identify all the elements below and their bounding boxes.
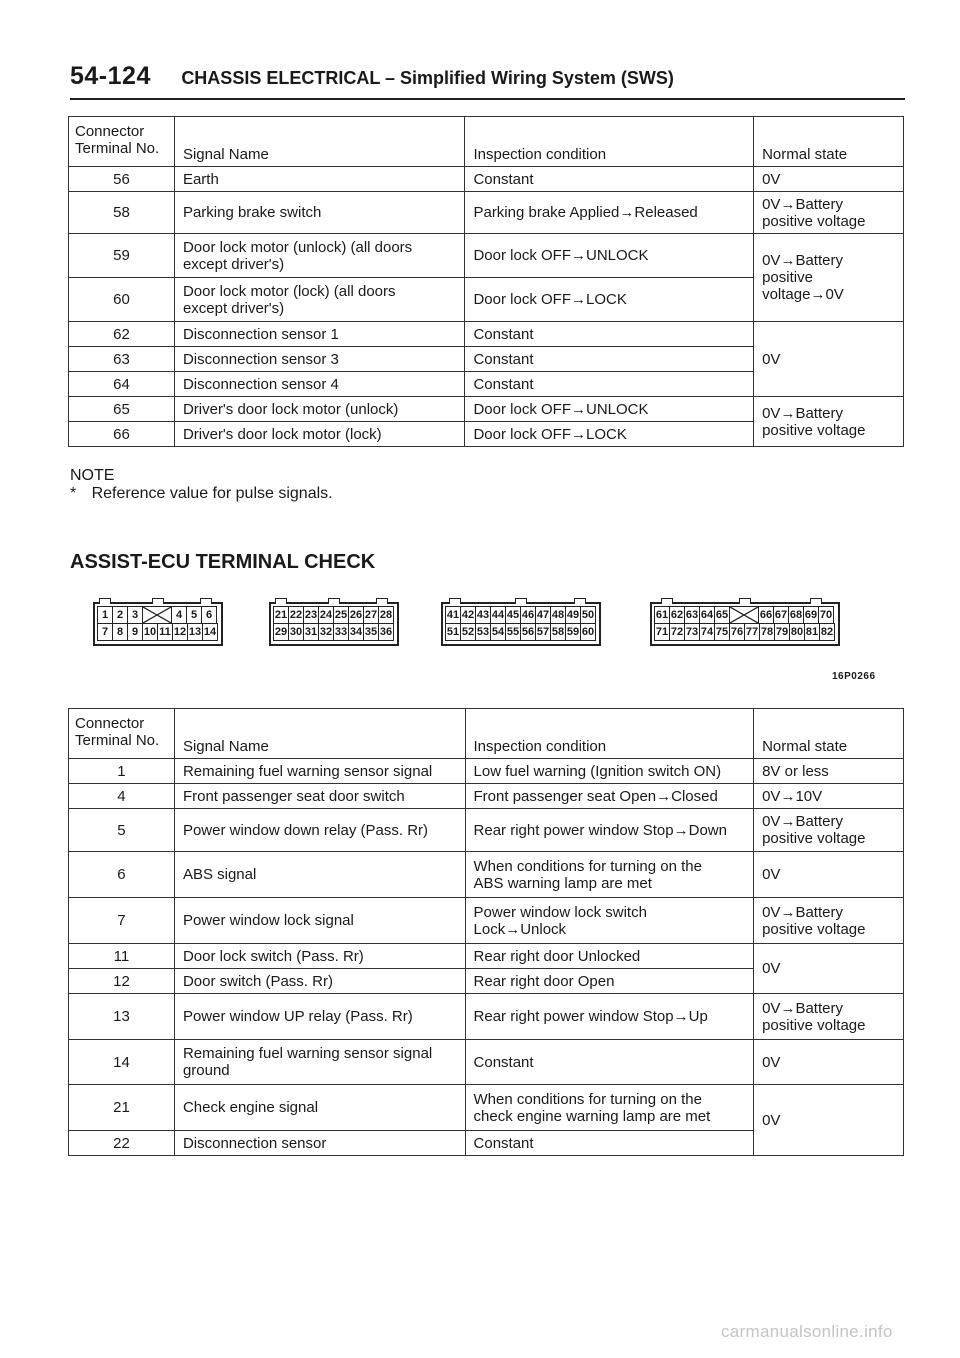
connector-pin: 64 bbox=[699, 606, 715, 624]
connector-pin: 54 bbox=[490, 623, 506, 641]
normal-cell: 0V bbox=[754, 322, 904, 397]
connector-pin: 45 bbox=[505, 606, 521, 624]
normal-cell: 0V bbox=[754, 167, 904, 192]
inspection-cell: Constant bbox=[465, 347, 754, 372]
connector-lock-tab bbox=[574, 598, 586, 604]
connector-pin: 25 bbox=[333, 606, 349, 624]
table-row bbox=[69, 322, 904, 347]
connector-pin: 35 bbox=[363, 623, 379, 641]
connector-pin: 11 bbox=[157, 623, 173, 641]
connector-pin: 63 bbox=[684, 606, 700, 624]
connector-pin: 77 bbox=[744, 623, 760, 641]
connector-pin: 28 bbox=[378, 606, 394, 624]
header-signal: Signal Name bbox=[174, 117, 465, 167]
connector-pin: 36 bbox=[378, 623, 394, 641]
table-row bbox=[69, 784, 904, 809]
connector-pin: 32 bbox=[318, 623, 334, 641]
connector-pin: 1 bbox=[97, 606, 113, 624]
connector-pin: 46 bbox=[520, 606, 536, 624]
connector-pin: 23 bbox=[303, 606, 319, 624]
table-row bbox=[69, 1040, 904, 1085]
normal-cell: 0V→Battery positive voltage bbox=[754, 809, 904, 852]
connector-lock-tab bbox=[376, 598, 388, 604]
cross-icon bbox=[730, 607, 758, 623]
signal-cell: Parking brake switch bbox=[174, 192, 465, 234]
connector-lock-tab bbox=[661, 598, 673, 604]
page-title: CHASSIS ELECTRICAL – Simplified Wiring System (SWS) bbox=[181, 68, 674, 88]
connector-pin: 48 bbox=[550, 606, 566, 624]
connector-pin: 61 bbox=[654, 606, 670, 624]
connector-b bbox=[269, 602, 399, 646]
connector-pin: 44 bbox=[490, 606, 506, 624]
terminal-cell: 56 bbox=[69, 167, 175, 192]
connector-pin: 75 bbox=[714, 623, 730, 641]
terminal-cell: 14 bbox=[69, 1040, 175, 1085]
normal-cell: 0V bbox=[754, 944, 904, 994]
table-row bbox=[69, 234, 904, 278]
signal-cell: Front passenger seat door switch bbox=[174, 784, 465, 809]
signal-cell: Driver's door lock motor (unlock) bbox=[174, 397, 465, 422]
connector-pin: 6 bbox=[201, 606, 217, 624]
terminal-cell: 11 bbox=[69, 944, 175, 969]
signal-cell: Disconnection sensor 3 bbox=[174, 347, 465, 372]
connector-pin: 62 bbox=[669, 606, 685, 624]
drawing-id: 16P0266 bbox=[832, 671, 876, 682]
terminal-cell: 4 bbox=[69, 784, 175, 809]
connector-pin: 12 bbox=[172, 623, 188, 641]
header-inspection: Inspection condition bbox=[465, 117, 754, 167]
signal-cell: Door lock motor (lock) (all doors except driver's) bbox=[174, 278, 465, 322]
inspection-cell: Rear right door Open bbox=[465, 969, 754, 994]
header-terminal: Connector Terminal No. bbox=[69, 709, 175, 759]
connector-c bbox=[441, 602, 601, 646]
inspection-cell: Door lock OFF→LOCK bbox=[465, 422, 754, 447]
signal-cell: Power window down relay (Pass. Rr) bbox=[174, 809, 465, 852]
connector-pin: 71 bbox=[654, 623, 670, 641]
connector-pin: 81 bbox=[804, 623, 820, 641]
connector-pin: 66 bbox=[758, 606, 774, 624]
connector-pin: 26 bbox=[348, 606, 364, 624]
connector-pin: 65 bbox=[714, 606, 730, 624]
connector-pin: 4 bbox=[171, 606, 187, 624]
signal-cell: Disconnection sensor 1 bbox=[174, 322, 465, 347]
connector-diagram bbox=[93, 602, 873, 646]
header-signal: Signal Name bbox=[174, 709, 465, 759]
header-normal: Normal state bbox=[754, 709, 904, 759]
connector-pin: 67 bbox=[773, 606, 789, 624]
table-row bbox=[69, 944, 904, 969]
connector-pin: 43 bbox=[475, 606, 491, 624]
signal-cell: Remaining fuel warning sensor signal bbox=[174, 759, 465, 784]
table-row bbox=[69, 809, 904, 852]
terminal-cell: 6 bbox=[69, 852, 175, 898]
connector-pin-row bbox=[274, 624, 394, 641]
connector-pin: 30 bbox=[288, 623, 304, 641]
terminal-cell: 66 bbox=[69, 422, 175, 447]
normal-cell: 0V bbox=[754, 1040, 904, 1085]
inspection-cell: Constant bbox=[465, 1040, 754, 1085]
normal-cell: 8V or less bbox=[754, 759, 904, 784]
normal-cell: 0V bbox=[754, 1085, 904, 1156]
signal-cell: Earth bbox=[174, 167, 465, 192]
connector-pin: 41 bbox=[445, 606, 461, 624]
table-row bbox=[69, 192, 904, 234]
connector-pin: 31 bbox=[303, 623, 319, 641]
note-text: Reference value for pulse signals. bbox=[91, 485, 333, 502]
note-block bbox=[70, 467, 333, 503]
header-normal: Normal state bbox=[754, 117, 904, 167]
connector-pin-row bbox=[98, 624, 218, 641]
connector-lock-tab bbox=[275, 598, 287, 604]
terminal-cell: 12 bbox=[69, 969, 175, 994]
connector-pin: 49 bbox=[565, 606, 581, 624]
section-title: ASSIST-ECU TERMINAL CHECK bbox=[70, 551, 376, 573]
table-row bbox=[69, 759, 904, 784]
normal-cell: 0V bbox=[754, 852, 904, 898]
connector-blank-pin bbox=[729, 606, 759, 624]
connector-pin: 3 bbox=[127, 606, 143, 624]
inspection-cell: Rear right power window Stop→Up bbox=[465, 994, 754, 1040]
terminal-cell: 63 bbox=[69, 347, 175, 372]
inspection-cell: Constant bbox=[465, 322, 754, 347]
inspection-cell: When conditions for turning on the ABS warning lamp are met bbox=[465, 852, 754, 898]
signal-cell: Power window lock signal bbox=[174, 898, 465, 944]
connector-pin: 70 bbox=[818, 606, 834, 624]
normal-cell: 0V→Battery positive voltage bbox=[754, 397, 904, 447]
page-header bbox=[70, 62, 905, 91]
connector-pin: 55 bbox=[505, 623, 521, 641]
connector-lock-tab bbox=[515, 598, 527, 604]
footer-watermark: carmanualsonline.info bbox=[721, 1322, 893, 1341]
connector-lock-tab bbox=[328, 598, 340, 604]
signal-cell: Door lock motor (unlock) (all doors except driver's) bbox=[174, 234, 465, 278]
inspection-cell: Parking brake Applied→Released bbox=[465, 192, 754, 234]
signal-cell: Door switch (Pass. Rr) bbox=[174, 969, 465, 994]
connector-pin: 8 bbox=[112, 623, 128, 641]
normal-cell: 0V→Battery positive voltage→0V bbox=[754, 234, 904, 322]
connector-lock-tab bbox=[99, 598, 111, 604]
connector-lock-tab bbox=[200, 598, 212, 604]
signal-cell: Check engine signal bbox=[174, 1085, 465, 1131]
connector-pin: 52 bbox=[460, 623, 476, 641]
connector-pin: 69 bbox=[803, 606, 819, 624]
connector-pin: 13 bbox=[187, 623, 203, 641]
connector-pin-row bbox=[446, 624, 596, 641]
signal-cell: Disconnection sensor bbox=[174, 1131, 465, 1156]
connector-pin: 14 bbox=[202, 623, 218, 641]
signal-cell: Door lock switch (Pass. Rr) bbox=[174, 944, 465, 969]
connector-lock-tab bbox=[739, 598, 751, 604]
terminal-cell: 7 bbox=[69, 898, 175, 944]
connector-blank-pin bbox=[142, 606, 172, 624]
connector-pin-row bbox=[655, 607, 835, 624]
signal-cell: Disconnection sensor 4 bbox=[174, 372, 465, 397]
inspection-cell: Door lock OFF→LOCK bbox=[465, 278, 754, 322]
terminal-cell: 5 bbox=[69, 809, 175, 852]
connector-pin: 9 bbox=[127, 623, 143, 641]
inspection-cell: Rear right power window Stop→Down bbox=[465, 809, 754, 852]
connector-pin: 24 bbox=[318, 606, 334, 624]
terminal-cell: 21 bbox=[69, 1085, 175, 1131]
connector-lock-tab bbox=[152, 598, 164, 604]
terminal-cell: 65 bbox=[69, 397, 175, 422]
connector-pin-row bbox=[446, 607, 596, 624]
connector-pin: 59 bbox=[565, 623, 581, 641]
connector-pin: 80 bbox=[789, 623, 805, 641]
table-row bbox=[69, 397, 904, 422]
terminal-cell: 13 bbox=[69, 994, 175, 1040]
terminal-table-2 bbox=[68, 708, 904, 1156]
inspection-cell: Door lock OFF→UNLOCK bbox=[465, 397, 754, 422]
terminal-cell: 64 bbox=[69, 372, 175, 397]
connector-pin-row bbox=[655, 624, 835, 641]
connector-pin: 33 bbox=[333, 623, 349, 641]
connector-pin: 22 bbox=[288, 606, 304, 624]
normal-cell: 0V→Battery positive voltage bbox=[754, 192, 904, 234]
signal-cell: ABS signal bbox=[174, 852, 465, 898]
cross-icon bbox=[143, 607, 171, 623]
connector-pin: 68 bbox=[788, 606, 804, 624]
terminal-cell: 59 bbox=[69, 234, 175, 278]
connector-pin: 76 bbox=[729, 623, 745, 641]
normal-cell: 0V→10V bbox=[754, 784, 904, 809]
signal-cell: Driver's door lock motor (lock) bbox=[174, 422, 465, 447]
connector-pin: 60 bbox=[580, 623, 596, 641]
note-marker: * bbox=[70, 485, 77, 502]
connector-pin: 72 bbox=[669, 623, 685, 641]
header-inspection: Inspection condition bbox=[465, 709, 754, 759]
header-rule bbox=[70, 98, 905, 100]
header-terminal: Connector Terminal No. bbox=[69, 117, 175, 167]
connector-lock-tab bbox=[810, 598, 822, 604]
terminal-cell: 1 bbox=[69, 759, 175, 784]
normal-cell: 0V→Battery positive voltage bbox=[754, 898, 904, 944]
table-row bbox=[69, 898, 904, 944]
table-header-row bbox=[69, 709, 904, 759]
table-row bbox=[69, 1085, 904, 1131]
connector-pin: 57 bbox=[535, 623, 551, 641]
table-row bbox=[69, 167, 904, 192]
connector-pin: 73 bbox=[684, 623, 700, 641]
connector-pin: 58 bbox=[550, 623, 566, 641]
connector-pin: 78 bbox=[759, 623, 775, 641]
connector-pin: 7 bbox=[97, 623, 113, 641]
connector-pin: 47 bbox=[535, 606, 551, 624]
inspection-cell: When conditions for turning on the check engine warning lamp are met bbox=[465, 1085, 754, 1131]
note-label: NOTE bbox=[70, 467, 115, 484]
terminal-cell: 58 bbox=[69, 192, 175, 234]
inspection-cell: Door lock OFF→UNLOCK bbox=[465, 234, 754, 278]
connector-pin-row bbox=[98, 607, 218, 624]
connector-d bbox=[650, 602, 840, 646]
connector-pin: 34 bbox=[348, 623, 364, 641]
inspection-cell: Constant bbox=[465, 167, 754, 192]
terminal-cell: 22 bbox=[69, 1131, 175, 1156]
connector-pin: 50 bbox=[580, 606, 596, 624]
connector-a bbox=[93, 602, 223, 646]
table-row bbox=[69, 852, 904, 898]
connector-pin: 27 bbox=[363, 606, 379, 624]
normal-cell: 0V→Battery positive voltage bbox=[754, 994, 904, 1040]
terminal-cell: 62 bbox=[69, 322, 175, 347]
inspection-cell: Low fuel warning (Ignition switch ON) bbox=[465, 759, 754, 784]
connector-pin: 29 bbox=[273, 623, 289, 641]
table-row bbox=[69, 994, 904, 1040]
connector-pin-row bbox=[274, 607, 394, 624]
signal-cell: Power window UP relay (Pass. Rr) bbox=[174, 994, 465, 1040]
page-number: 54-124 bbox=[70, 62, 151, 90]
inspection-cell: Constant bbox=[465, 372, 754, 397]
connector-pin: 56 bbox=[520, 623, 536, 641]
connector-pin: 79 bbox=[774, 623, 790, 641]
terminal-cell: 60 bbox=[69, 278, 175, 322]
terminal-table-1 bbox=[68, 116, 904, 447]
inspection-cell: Power window lock switch Lock→Unlock bbox=[465, 898, 754, 944]
inspection-cell: Constant bbox=[465, 1131, 754, 1156]
connector-pin: 42 bbox=[460, 606, 476, 624]
connector-pin: 74 bbox=[699, 623, 715, 641]
signal-cell: Remaining fuel warning sensor signal ground bbox=[174, 1040, 465, 1085]
connector-pin: 21 bbox=[273, 606, 289, 624]
inspection-cell: Rear right door Unlocked bbox=[465, 944, 754, 969]
table-header-row bbox=[69, 117, 904, 167]
connector-pin: 5 bbox=[186, 606, 202, 624]
connector-pin: 82 bbox=[819, 623, 835, 641]
connector-pin: 53 bbox=[475, 623, 491, 641]
connector-pin: 2 bbox=[112, 606, 128, 624]
connector-pin: 51 bbox=[445, 623, 461, 641]
connector-lock-tab bbox=[449, 598, 461, 604]
connector-pin: 10 bbox=[142, 623, 158, 641]
inspection-cell: Front passenger seat Open→Closed bbox=[465, 784, 754, 809]
